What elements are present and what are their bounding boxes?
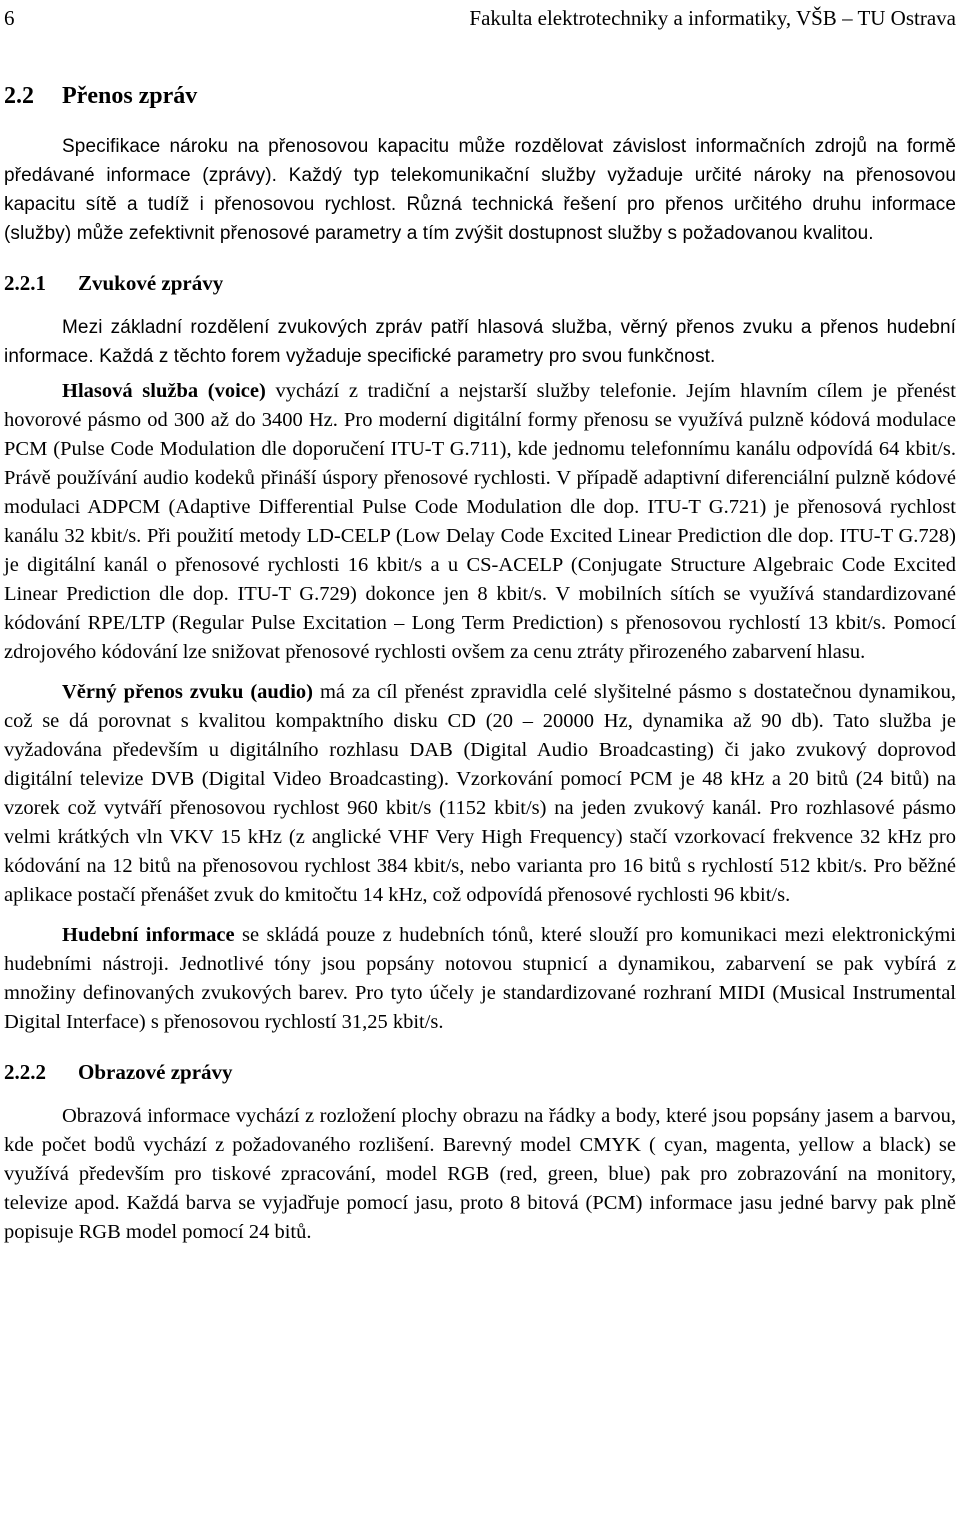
subsection-title: Obrazové zprávy bbox=[78, 1060, 233, 1084]
section-heading bbox=[4, 81, 956, 111]
running-title: Fakulta elektrotechniky a informatiky, VŠB – TU Ostrava bbox=[469, 6, 956, 30]
page-number: 6 bbox=[4, 6, 15, 30]
subsection-number: 2.2.1 bbox=[4, 271, 46, 295]
document-page bbox=[4, 0, 956, 1247]
voice-text: vychází z tradiční a nejstarší služby telefonie. Jejím hlavním cílem je přenést hovorové pásmo od 300 až do 3400 Hz. Pro moderní digitální formy přenosu se využívá pulzně kódová modulace PCM (Pulse Code Modulation dle doporučení ITU-T G.711), kde jednomu telefonnímu kanálu odpovídá 64 kbit/s. Právě používání audio kodeků přináší úspory přenosové rychlosti. V případě adaptivní diferenciální pulzně kódové modulaci ADPCM (Adaptive Differential Pulse Code Modulation dle dop. ITU-T G.721) je přenosová rychlost kanálu 32 kbit/s. Při použití metody LD-CELP (Low Delay Code Excited Linear Prediction dle dop. ITU-T G.728) je digitální kanál o přenosové rychlosti 16 kbit/s a u CS-ACELP (Conjugate Structure Algebraic Code Excited Linear Prediction dle dop. ITU-T G.729) dokonce jen 8 kbit/s. V mobilních sítích se využívá standardizované kódování RPE/LTP (Regular Pulse Excitation – Long Term Prediction) s přenosovou rychlostí 13 kbit/s. Pomocí zdrojového kódování lze snižovat přenosové rychlosti ovšem za cenu ztráty přirozeného zabarvení hlasu. bbox=[4, 380, 956, 663]
hifi-paragraph bbox=[4, 678, 956, 910]
subsection-title: Zvukové zprávy bbox=[78, 271, 224, 295]
audio-intro-paragraph: Mezi základní rozdělení zvukových zpráv patří hlasová služba, věrný přenos zvuku a přenos hudební informace. Každá z těchto forem vyžaduje specifické parametry pro svou funkčnost. bbox=[4, 317, 956, 367]
image-paragraph: Obrazová informace vychází z rozložení plochy obrazu na řádky a body, které jsou popsány jasem a barvou, kde počet bodů vychází z požadovaného rozlišení. Barevný model CMYK ( cyan, magenta, yellow a black) se využívá především pro tiskové zpracování, model RGB (red, green, blue) pak pro zobrazování na monitory, televize apod. Každá barva se vyjadřuje pomocí jasu, proto 8 bitová (PCM) informace jasu jedné barvy pak plně popisuje RGB model pomocí 24 bitů. bbox=[4, 1105, 956, 1243]
section-title: Přenos zpráv bbox=[62, 83, 198, 109]
subsection-heading-image bbox=[4, 1058, 956, 1086]
hifi-text: má za cíl přenést zpravidla celé slyšitelné pásmo s dostatečnou dynamikou, což se dá porovnat s kvalitou kompaktního disku CD (20 – 20000 Hz, dynamika až 90 db). Tato služba je vyžadována především u digitálního rozhlasu DAB (Digital Audio Broadcasting) či jako zvukový doprovod digitální televize DVB (Digital Video Broadcasting). Vzorkování pomocí PCM je 48 kHz a 20 bitů (24 bitů) na vzorek což vytváří přenosovou rychlost 960 kbit/s (1152 kbit/s) na jeden zvukový kanál. Pro rozhlasové pásmo velmi krátkých vln VKV 15 kHz (z anglické VHF Very High Frequency) stačí vzorkovací frekvence 32 kHz pro kódování na 12 bitů na přenosovou rychlost 384 kbit/s, nebo varianta pro 16 bitů s rychlostí 512 kbit/s. Pro běžné aplikace postačí přenášet zvuk do kmitočtu 14 kHz, což odpovídá přenosové rychlosti 96 kbit/s. bbox=[4, 681, 956, 906]
music-paragraph bbox=[4, 921, 956, 1037]
page-header bbox=[4, 4, 956, 38]
voice-term: Hlasová služba (voice) bbox=[62, 380, 266, 402]
hifi-term: Věrný přenos zvuku (audio) bbox=[62, 681, 313, 703]
section-intro-paragraph: Specifikace nároku na přenosovou kapacitu může rozdělovat závislost informačních zdrojů na formě předávané informace (zprávy). Každý typ telekomunikační služby vyžaduje určité nároky na přenosovou kapacitu sítě a tudíž i přenosovou rychlost. Různá technická řešení pro přenos určitého druhu informace (služby) může zefektivnit přenosové parametry a tím zvýšit dostupnost služby s požadovanou kvalitou. bbox=[4, 136, 956, 244]
music-text: se skládá pouze z hudebních tónů, které slouží pro komunikaci mezi elektronickými hudebními nástroji. Jednotlivé tóny jsou popsány notovou stupnicí a dynamikou, zabarvení se pak vybírá z množiny definovaných zvukových barev. Pro tyto účely je standardizované rozhraní MIDI (Musical Instrumental Digital Interface) s přenosovou rychlostí 31,25 kbit/s. bbox=[4, 924, 956, 1033]
subsection-heading-audio bbox=[4, 269, 956, 297]
music-term: Hudební informace bbox=[62, 924, 235, 946]
section-number: 2.2 bbox=[4, 83, 34, 109]
subsection-number: 2.2.2 bbox=[4, 1060, 46, 1084]
voice-paragraph bbox=[4, 377, 956, 667]
